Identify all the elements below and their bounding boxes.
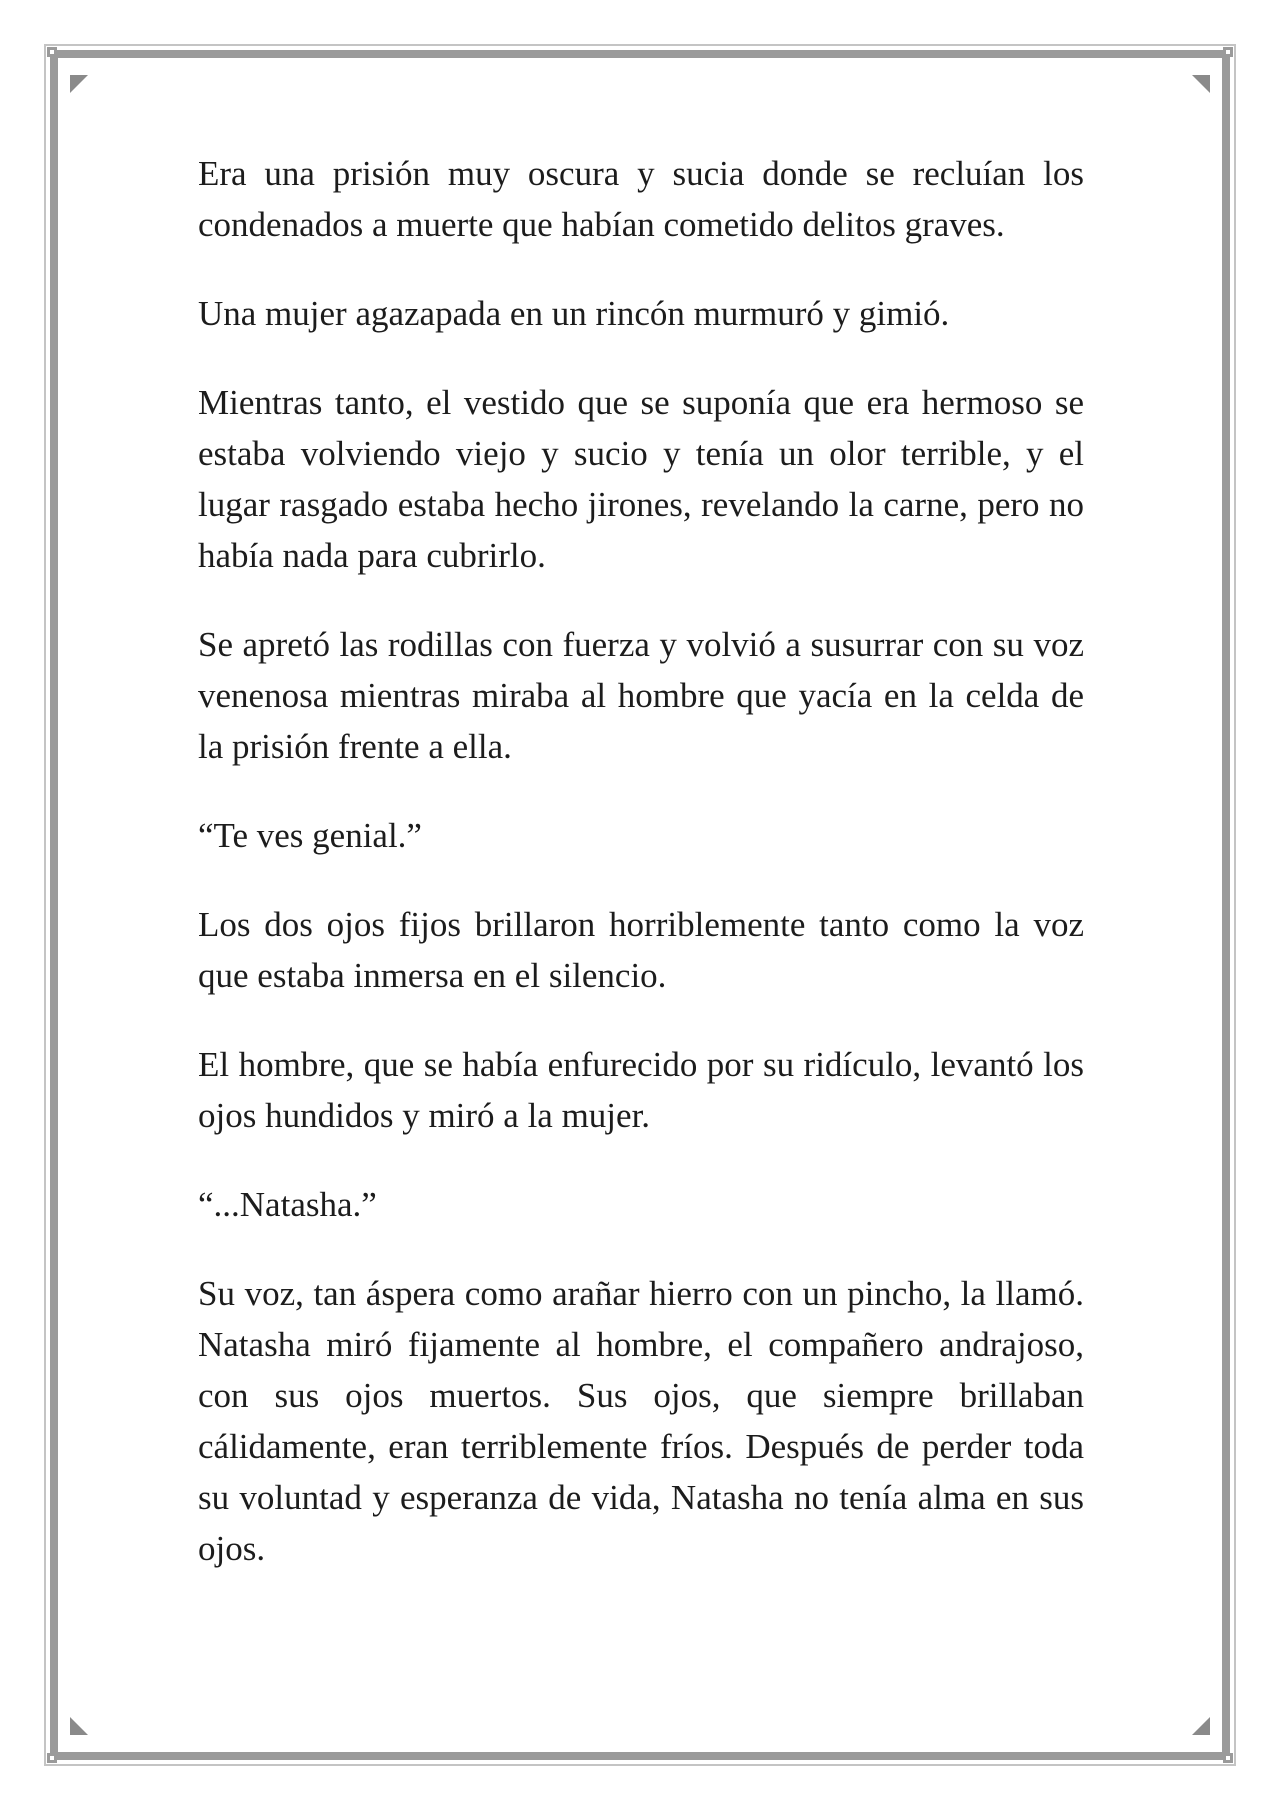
paragraph: Los dos ojos fijos brillaron horriblemente tanto como la voz que estaba inmersa en el silencio. [198,905,1084,995]
corner-ornament-bottom-right [1192,1717,1210,1735]
paragraph: El hombre, que se había enfurecido por su ridículo, levantó los ojos hundidos y miró a la mujer. [198,1045,1084,1135]
paragraph: Se apretó las rodillas con fuerza y volvió a susurrar con su voz venenosa mientras miraba al hombre que yacía en la celda de la prisión frente a ella. [198,625,1084,766]
dialogue-line: “Te ves genial.” [198,816,422,855]
dialogue-line: “...Natasha.” [198,1185,377,1224]
frame-corner-knot-bottom-left [47,1753,57,1763]
frame-corner-knot-bottom-right [1223,1753,1233,1763]
frame-corner-knot-top-right [1223,47,1233,57]
paragraph: Su voz, tan áspera como arañar hierro con un pincho, la llamó. Natasha miró fijamente al hombre, el compañero andrajoso, con sus ojos muertos. Sus ojos, que siempre brillaban cálidamente, eran terriblemente fríos. Después de perder toda su voluntad y esperanza de vida, Natasha no tenía alma en sus ojos. [198,1274,1084,1568]
page-text-body [198,148,1084,1612]
frame-corner-knot-top-left [47,47,57,57]
paragraph: Era una prisión muy oscura y sucia donde se recluían los condenados a muerte que habían cometido delitos graves. [198,154,1084,244]
paragraph: Mientras tanto, el vestido que se suponía que era hermoso se estaba volviendo viejo y sucio y tenía un olor terrible, y el lugar rasgado estaba hecho jirones, revelando la carne, pero no había nada para cubrirlo. [198,383,1084,575]
corner-ornament-top-right [1192,75,1210,93]
corner-ornament-top-left [70,75,88,93]
corner-ornament-bottom-left [70,1717,88,1735]
paragraph: Una mujer agazapada en un rincón murmuró y gimió. [198,294,950,333]
